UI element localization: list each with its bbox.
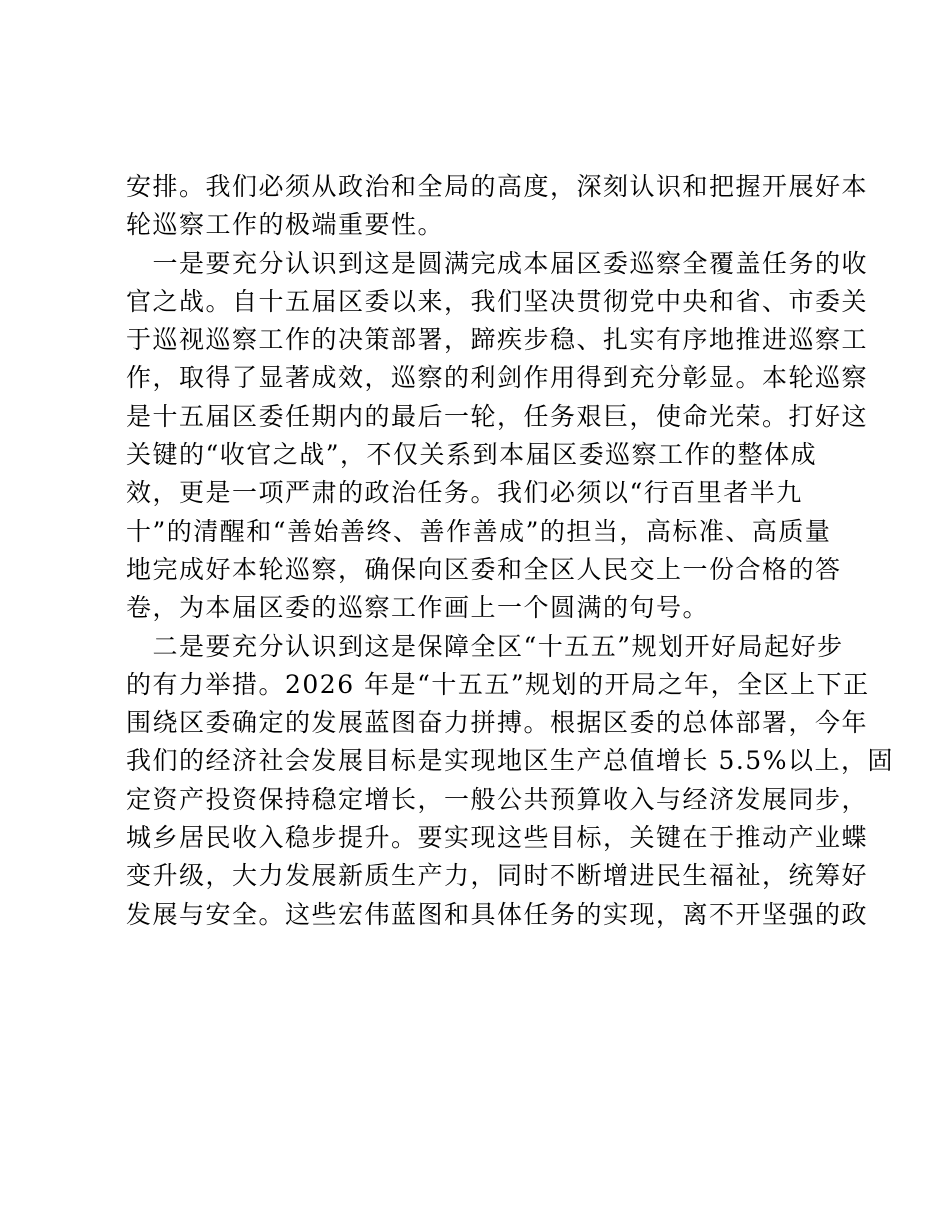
paragraph-start-line: 二是要充分认识到这是保障全区“十五五”规划开好局起好步 <box>126 631 844 661</box>
text-line: 卷，为本届区委的巡察工作画上一个圆满的句号。 <box>126 593 710 623</box>
text-line: 发展与安全。这些宏伟蓝图和具体任务的实现，离不开坚强的政 <box>126 899 869 929</box>
text-line: 定资产投资保持稳定增长，一般公共预算收入与经济发展同步， <box>126 784 869 814</box>
text-line: 城乡居民收入稳步提升。要实现这些目标，关键在于推动产业蝶 <box>126 823 869 853</box>
text-line: 效，更是一项严肃的政治任务。我们必须以“行百里者半九 <box>126 478 803 508</box>
text-line: 关键的“收官之战”，不仅关系到本届区委巡察工作的整体成 <box>126 440 818 470</box>
text-line: 变升级，大力发展新质生产力，同时不断增进民生福祉，统筹好 <box>126 861 869 891</box>
text-line: 官之战。自十五届区委以来，我们坚决贯彻党中央和省、市委关 <box>126 286 869 316</box>
text-line: 作，取得了显著成效，巡察的利剑作用得到充分彰显。本轮巡察 <box>126 363 869 393</box>
text-line: 地完成好本轮巡察，确保向区委和全区人民交上一份合格的答 <box>126 554 842 584</box>
text-line: 安排。我们必须从政治和全局的高度，深刻认识和把握开展好本 <box>126 172 869 201</box>
text-line: 轮巡察工作的极端重要性。 <box>126 210 445 240</box>
text-line: 十”的清醒和“善始善终、善作善成”的担当，高标准、高质量 <box>126 516 832 546</box>
text-line: 的有力举措。2026 年是“十五五”规划的开局之年，全区上下正 <box>126 669 870 699</box>
paragraph-start-line: 一是要充分认识到这是圆满完成本届区委巡察全覆盖任务的收 <box>126 248 869 278</box>
body-text <box>126 168 894 934</box>
text-line: 围绕区委确定的发展蓝图奋力拼搏。根据区委的总体部署，今年 <box>126 708 869 738</box>
text-line: 我们的经济社会发展目标是实现地区生产总值增长 5.5%以上，固 <box>126 746 894 776</box>
text-line: 于巡视巡察工作的决策部署，蹄疾步稳、扎实有序地推进巡察工 <box>126 325 869 355</box>
text-line: 是十五届区委任期内的最后一轮，任务艰巨，使命光荣。打好这 <box>126 401 869 431</box>
